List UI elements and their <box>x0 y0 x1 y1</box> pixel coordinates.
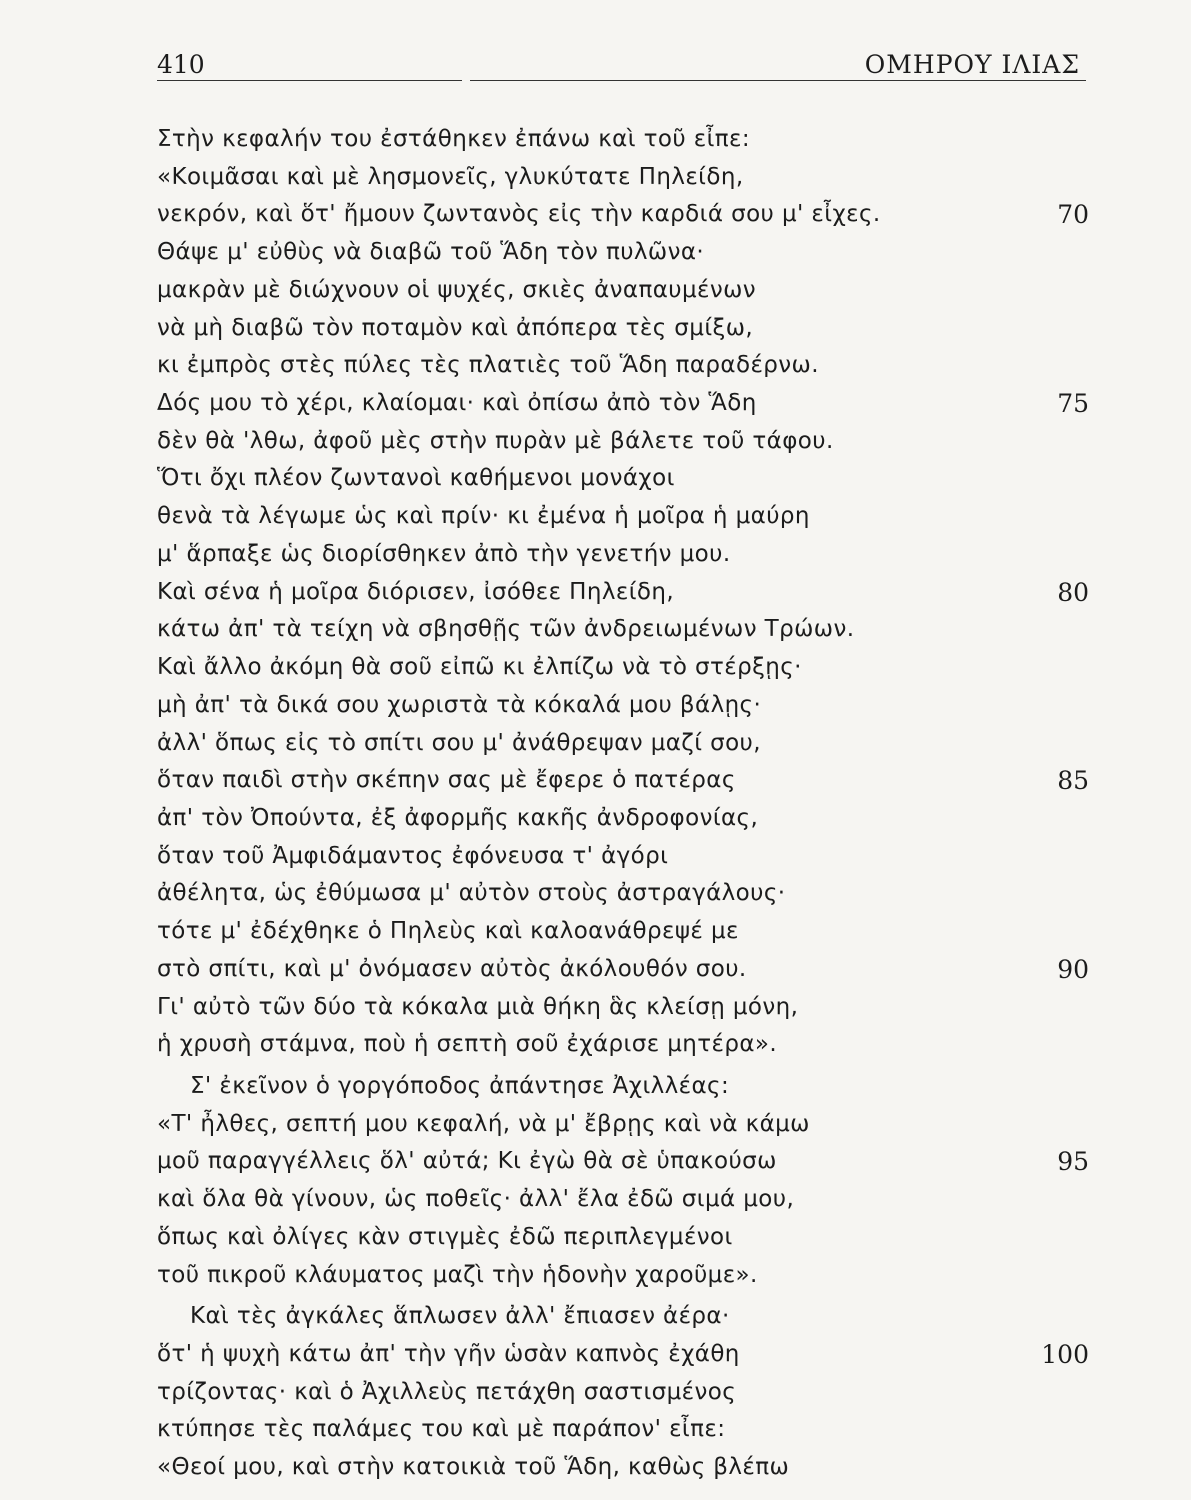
verse-line: Γι' αὐτὸ τῶν δύο τὰ κόκαλα μιὰ θήκη ἃς κλείσῃ μόνη, <box>157 993 799 1020</box>
line-number: 75 <box>1057 389 1089 419</box>
verse-line: ἀθέλητα, ὡς ἐθύμωσα μ' αὐτὸν στοὺς ἀστραγάλους· <box>157 880 786 907</box>
running-head: ΟΜΗΡΟΥ ΙΛΙΑΣ <box>864 50 1080 79</box>
verse-line: καὶ ὅλα θὰ γίνουν, ὡς ποθεῖς· ἀλλ' ἔλα ἐδῶ σιμά μου, <box>157 1186 795 1213</box>
verse-line: Στὴν κεφαλήν του ἐστάθηκεν ἐπάνω καὶ τοῦ εἶπε: <box>157 126 750 152</box>
verse-line: Καὶ ἄλλο ἀκόμη θὰ σοῦ εἰπῶ κι ἐλπίζω νὰ τὸ στέρξῃς· <box>157 654 802 681</box>
verse-line: ὅταν τοῦ Ἀμφιδάμαντος ἐφόνευσα τ' ἀγόρι <box>157 842 669 869</box>
verse-line: θενὰ τὰ λέγωμε ὡς καὶ πρίν· κι ἐμένα ἡ μοῖρα ἡ μαύρη <box>157 503 810 530</box>
verse-block <box>0 121 1191 1487</box>
verse-line: «Κοιμᾶσαι καὶ μὲ λησμονεῖς, γλυκύτατε Πηλείδη, <box>157 163 744 190</box>
verse-line: «Τ' ἦλθες, σεπτή μου κεφαλή, νὰ μ' ἔβρῃς καὶ νὰ κάμω <box>157 1110 810 1137</box>
header-rule-left <box>157 80 462 81</box>
verse-line: κι ἐμπρὸς στὲς πύλες τὲς πλατιὲς τοῦ Ἅδη παραδέρνω. <box>157 352 819 379</box>
line-number: 95 <box>1057 1147 1089 1177</box>
verse-line: ἀλλ' ὅπως εἰς τὸ σπίτι σου μ' ἀνάθρεψαν μαζί σου, <box>157 729 761 756</box>
verse-line: στὸ σπίτι, καὶ μ' ὀνόμασεν αὐτὸς ἀκόλουθόν σου. 90 <box>0 951 1191 989</box>
verse-line: Καὶ σένα ἡ μοῖρα διόρισεν, ἰσόθεε Πηλείδη, 80 <box>0 574 1191 612</box>
verse-line: μακρὰν μὲ διώχνουν οἱ ψυχές, σκιὲς ἀναπαυμένων <box>157 276 756 303</box>
verse-line: ὅταν παιδὶ στὴν σκέπην σας μὲ ἔφερε ὁ πατέρας 85 <box>0 762 1191 800</box>
verse-line: ὅτ' ἡ ψυχὴ κάτω ἀπ' τὴν γῆν ὡσὰν καπνὸς ἐχάθη 100 <box>0 1336 1191 1374</box>
verse-line: κτύπησε τὲς παλάμες του καὶ μὲ παράπον' εἶπε: <box>157 1416 726 1443</box>
verse-line: Σ' ἐκεῖνον ὁ γοργόποδος ἀπάντησε Ἀχιλλέας: <box>190 1072 730 1099</box>
verse-line: Θάψε μ' εὐθὺς νὰ διαβῶ τοῦ Ἅδη τὸν πυλῶνα· <box>157 239 705 266</box>
verse-line: ὅπως καὶ ὀλίγες κὰν στιγμὲς ἐδῶ περιπλεγμένοι <box>157 1223 733 1250</box>
page-number: 410 <box>157 50 205 79</box>
line-number: 90 <box>1057 954 1089 984</box>
verse-line: Ὅτι ὄχι πλέον ζωντανοὶ καθήμενοι μονάχοι <box>157 465 675 492</box>
verse-line: τρίζοντας· καὶ ὁ Ἀχιλλεὺς πετάχθη σαστισμένος <box>157 1378 737 1405</box>
line-number: 80 <box>1057 577 1089 607</box>
verse-line: μοῦ παραγγέλλεις ὅλ' αὐτά; Κι ἐγὼ θὰ σὲ ὑπακούσω 95 <box>0 1143 1191 1181</box>
verse-line: νὰ μὴ διαβῶ τὸν ποταμὸν καὶ ἀπόπερα τὲς σμίξω, <box>157 314 754 341</box>
verse-line: μ' ἅρπαξε ὡς διορίσθηκεν ἀπὸ τὴν γενετήν μου. <box>157 540 731 567</box>
verse-line: ἡ χρυσὴ στάμνα, ποὺ ἡ σεπτὴ σοῦ ἐχάρισε μητέρα». <box>157 1031 778 1058</box>
verse-line: δὲν θὰ 'λθω, ἀφοῦ μὲς στὴν πυρὰν μὲ βάλετε τοῦ τάφου. <box>157 427 834 454</box>
verse-line: τοῦ πικροῦ κλάυματος μαζὶ τὴν ἡδονὴν χαροῦμε». <box>157 1261 758 1288</box>
verse-line: τότε μ' ἐδέχθηκε ὁ Πηλεὺς καὶ καλοανάθρεψέ με <box>157 918 739 945</box>
line-number: 70 <box>1057 200 1089 230</box>
verse-line: «Θεοί μου, καὶ στὴν κατοικιὰ τοῦ Ἅδη, καθὼς βλέπω <box>157 1454 790 1481</box>
verse-line: μὴ ἀπ' τὰ δικά σου χωριστὰ τὰ κόκαλά μου βάλῃς· <box>157 691 762 718</box>
verse-line: νεκρόν, καὶ ὅτ' ἤμουν ζωντανὸς εἰς τὴν καρδιά σου μ' εἶχες. 70 <box>0 196 1191 234</box>
line-number: 100 <box>1041 1340 1089 1369</box>
verse-line: Καὶ τὲς ἀγκάλες ἅπλωσεν ἀλλ' ἔπιασεν ἀέρα· <box>190 1303 730 1330</box>
verse-line: κάτω ἀπ' τὰ τείχη νὰ σβησθῇς τῶν ἀνδρειωμένων Τρώων. <box>157 616 855 643</box>
line-number: 85 <box>1057 766 1089 796</box>
header-rule-right <box>470 80 1086 81</box>
verse-line: ἀπ' τὸν Ὀπούντα, ἐξ ἀφορμῆς κακῆς ἀνδροφονίας, <box>157 804 759 831</box>
verse-line: Δός μου τὸ χέρι, κλαίομαι· καὶ ὀπίσω ἀπὸ τὸν Ἅδη 75 <box>0 385 1191 423</box>
